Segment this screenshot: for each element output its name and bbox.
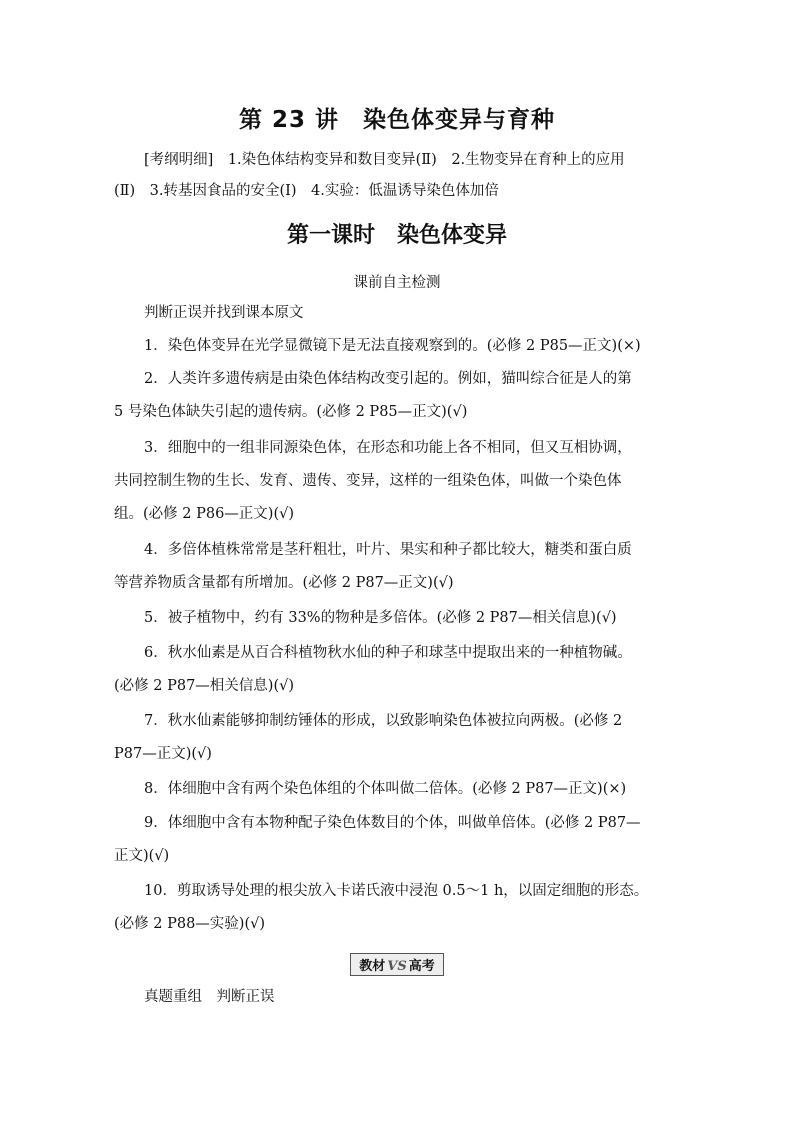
item-text: 被子植物中，约有 33%的物种是多倍体。(必修 2 P87—相关信息)(√) xyxy=(167,610,617,626)
syllabus-line-2: (Ⅱ) 3.转基因食品的安全(Ⅰ) 4.实验：低温诱导染色体加倍 xyxy=(114,183,499,199)
item-text: 秋水仙素能够抑制纺锤体的形成，以致影响染色体被拉向两极。(必修 2 xyxy=(167,713,623,729)
list-item xyxy=(114,705,686,738)
item-number: 1． xyxy=(144,338,168,354)
item-number: 7． xyxy=(144,713,168,729)
item-text: 体细胞中含有两个染色体组的个体叫做二倍体。(必修 2 P87—正文)(×) xyxy=(167,781,627,797)
list-item xyxy=(114,875,686,908)
item-text: 染色体变异在光学显微镜下是无法直接观察到的。(必修 2 P85—正文)(×) xyxy=(167,338,641,354)
footer-heading: 真题重组 判断正误 xyxy=(144,989,275,1005)
intro-text: 判断正误并找到课本原文 xyxy=(144,305,304,321)
list-item xyxy=(114,330,686,363)
item-text: 多倍体植株常常是茎秆粗壮，叶片、果实和种子都比较大，糖类和蛋白质 xyxy=(167,542,632,558)
list-item xyxy=(114,602,686,635)
item-continuation: 正文)(√) xyxy=(114,848,170,864)
item-continuation: (必修 2 P88—实验)(√) xyxy=(114,916,266,932)
textbook-vs-exam-badge-wrap xyxy=(0,953,794,976)
item-number: 4． xyxy=(144,542,168,558)
item-number: 9． xyxy=(144,815,168,831)
lesson-title: 第一课时 染色体变异 xyxy=(286,223,507,248)
item-number: 8． xyxy=(144,781,168,797)
list-item xyxy=(114,773,686,806)
list-item xyxy=(114,637,686,670)
item-text: 人类许多遗传病是由染色体结构改变引起的。例如，猫叫综合征是人的第 xyxy=(167,371,632,387)
item-text: 细胞中的一组非同源染色体，在形态和功能上各不相同，但又互相协调， xyxy=(167,440,632,456)
item-number: 3． xyxy=(144,440,168,456)
list-item xyxy=(114,363,686,396)
textbook-vs-exam-badge xyxy=(350,953,444,976)
item-continuation: 共同控制生物的生长、发育、遗传、变异，这样的一组染色体，叫做一个染色体 xyxy=(114,473,622,489)
item-continuation: 5 号染色体缺失引起的遗传病。(必修 2 P85—正文)(√) xyxy=(114,404,468,420)
item-text: 剪取诱导处理的根尖放入卡诺氏液中浸泡 0.5～1 h，以固定细胞的形态。 xyxy=(176,883,649,899)
item-text: 体细胞中含有本物种配子染色体数目的个体，叫做单倍体。(必修 2 P87— xyxy=(167,815,641,831)
item-continuation: 组。(必修 2 P86—正文)(√) xyxy=(114,506,295,522)
badge-right: 高考 xyxy=(408,959,435,974)
page-title: 第 23 讲 染色体变异与育种 xyxy=(238,107,556,133)
item-continuation: 等营养物质含量都有所增加。(必修 2 P87—正文)(√) xyxy=(114,575,454,591)
item-continuation: (必修 2 P87—相关信息)(√) xyxy=(114,678,295,694)
badge-vs: VS xyxy=(387,959,407,974)
list-item xyxy=(114,807,686,840)
item-number: 5． xyxy=(144,610,168,626)
syllabus-line-1: [考纲明细] 1.染色体结构变异和数目变异(Ⅱ) 2.生物变异在育种上的应用 xyxy=(144,152,625,168)
section-label: 课前自主检测 xyxy=(353,275,441,291)
item-continuation: P87—正文)(√) xyxy=(114,746,212,762)
badge-left: 教材 xyxy=(359,959,386,974)
item-number: 10． xyxy=(144,883,177,899)
item-text: 秋水仙素是从百合科植物秋水仙的种子和球茎中提取出来的一种植物碱。 xyxy=(167,645,632,661)
list-item xyxy=(114,534,686,567)
item-number: 6． xyxy=(144,645,168,661)
item-number: 2． xyxy=(144,371,168,387)
list-item xyxy=(114,432,686,465)
